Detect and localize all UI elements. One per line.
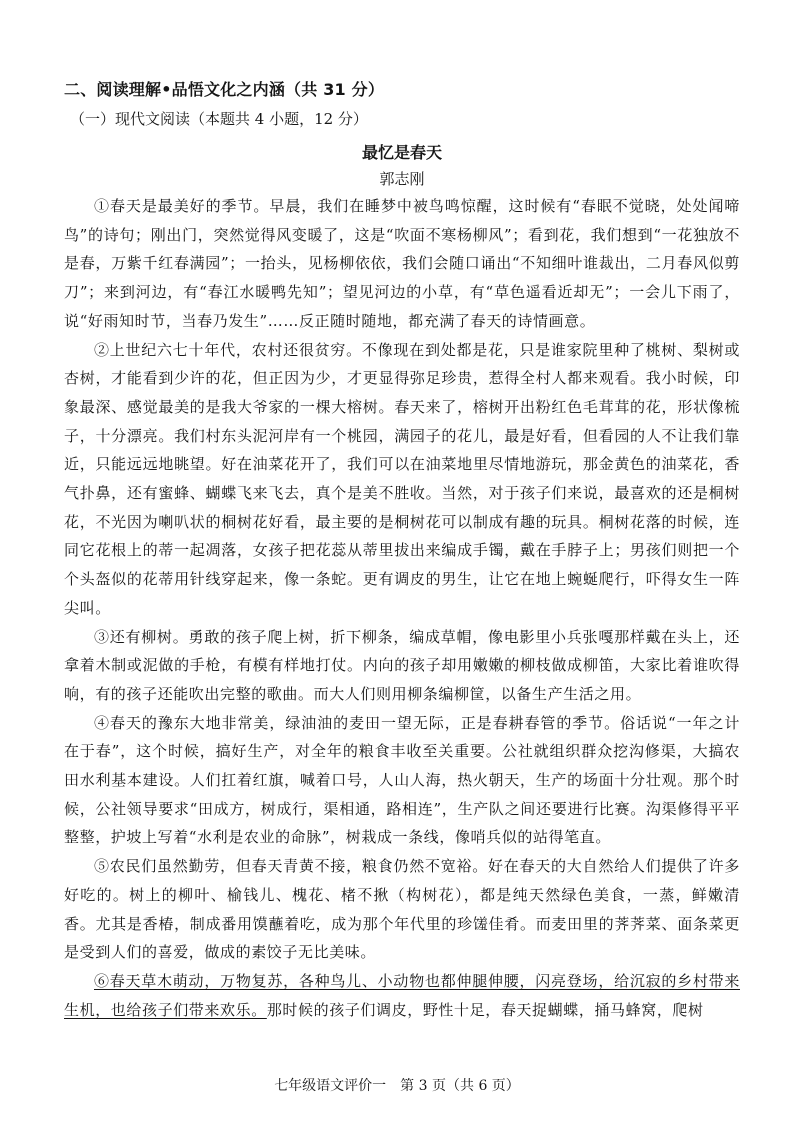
section-title: 二、阅读理解•品悟文化之内涵（共 31 分）: [64, 80, 385, 99]
paragraph-2: ②上世纪六七十年代，农村还很贫穷。不像现在到处都是花，只是谁家院里种了桃树、梨树或杏树，才能看到少许的花，但正因为少，才更显得弥足珍贵，惹得全村人都来观看。我小时候，印象最深、感觉最美的是我大爷家的一棵大榕树。春天来了，榕树开出粉红色毛茸茸的花，形状像梳子，十分漂亮。我们村东头泥河岸有一个桃园，满园子的花儿，最是好看，但看园的人不让我们靠近，只能远远地眺望。好在油菜花开了，我们可以在油菜地里尽情地游玩，那金黄色的油菜花，香气扑鼻，还有蜜蜂、蝴蝶飞来飞去，真个是美不胜收。当然，对于孩子们来说，最喜欢的还是桐树花，不光因为喇叭状的桐树花好看，最主要的是桐树花可以制成有趣的玩具。桐树花落的时候，连同它花根上的蒂一起凋落，女孩子把花蕊从蒂里拔出来编成手镯，戴在手脖子上；男孩们则把一个个头盔似的花蒂用针线穿起来，像一条蛇。更有调皮的男生，让它在地上蜿蜒爬行，吓得女生一阵尖叫。: [64, 340, 740, 617]
paragraph-5: ⑤农民们虽然勤劳，但春天青黄不接，粮食仍然不宽裕。好在春天的大自然给人们提供了许多好吃的。树上的柳叶、榆钱儿、槐花、楮不揪（构树花），都是纯天然绿色美食，一蒸，鲜嫩清香。尤其是香椿，制成番用馍蘸着吃，成为那个年代里的珍馐佳肴。而麦田里的荠荠菜、面条菜更是受到人们的喜爱，做成的素饺子无比美味。: [64, 857, 740, 962]
underlined-sentence: ⑥春天草木萌动，万物复苏，各种鸟儿、小动物也都伸腿伸腰，闪亮登场，给沉寂的乡村带来生机，也给孩子们带来欢乐。: [64, 971, 740, 1019]
exam-page: [64, 76, 740, 1024]
paragraph-4: ④春天的豫东大地非常美，绿油油的麦田一望无际，正是春耕春管的季节。俗话说“一年之计在于春”，这个时候，搞好生产，对全年的粮食丰收至关重要。公社就组织群众挖沟修渠，大搞农田水利基本建设。人们扛着红旗，喊着口号，人山人海，热火朝天，生产的场面十分壮观。那个时候，公社领导要求“田成方，树成行，渠相通，路相连”，生产队之间还要进行比赛。沟渠修得平平整整，护坡上写着“水利是农业的命脉”，树栽成一条线，像哨兵似的站得笔直。: [64, 713, 740, 847]
article-author: 郭志刚: [379, 170, 425, 188]
paragraph-6-rest: 那时候的孩子们调皮，野性十足，春天捉蝴蝶，捅马蜂窝，爬树: [266, 1000, 704, 1019]
paragraph-6: [64, 967, 740, 1024]
paragraph-3: ③还有柳树。勇敢的孩子爬上树，折下柳条，编成草帽，像电影里小兵张嘎那样戴在头上，还拿着木制或泥做的手枪，有模有样地打仗。内向的孩子却用嫩嫩的柳枝做成柳笛，大家比着谁吹得响，有的孩子还能吹出完整的歌曲。而大人们则用柳条编柳筐，以备生产生活之用。: [64, 627, 740, 703]
article-title: 最忆是春天: [361, 143, 442, 162]
subsection-title: （一）现代文阅读（本题共 4 小题，12 分）: [70, 110, 368, 128]
page-footer: 七年级语文评价一 第 3 页（共 6 页）: [274, 1078, 520, 1094]
paragraph-1: ①春天是最美好的季节。早晨，我们在睡梦中被鸟鸣惊醒，这时候有“春眠不觉晓，处处闻啼鸟”的诗句；刚出门，突然觉得风变暖了，这是“吹面不寒杨柳风”；看到花，我们想到“一花独放不是春，万紫千红春满园”；一抬头，见杨柳依依，我们会随口诵出“不知细叶谁裁出，二月春风似剪刀”；来到河边，有“春江水暖鸭先知”；望见河边的小草，有“草色遥看近却无”；一会儿下雨了，说“好雨知时节，当春乃发生”……反正随时随地，都充满了春天的诗情画意。: [64, 197, 740, 330]
